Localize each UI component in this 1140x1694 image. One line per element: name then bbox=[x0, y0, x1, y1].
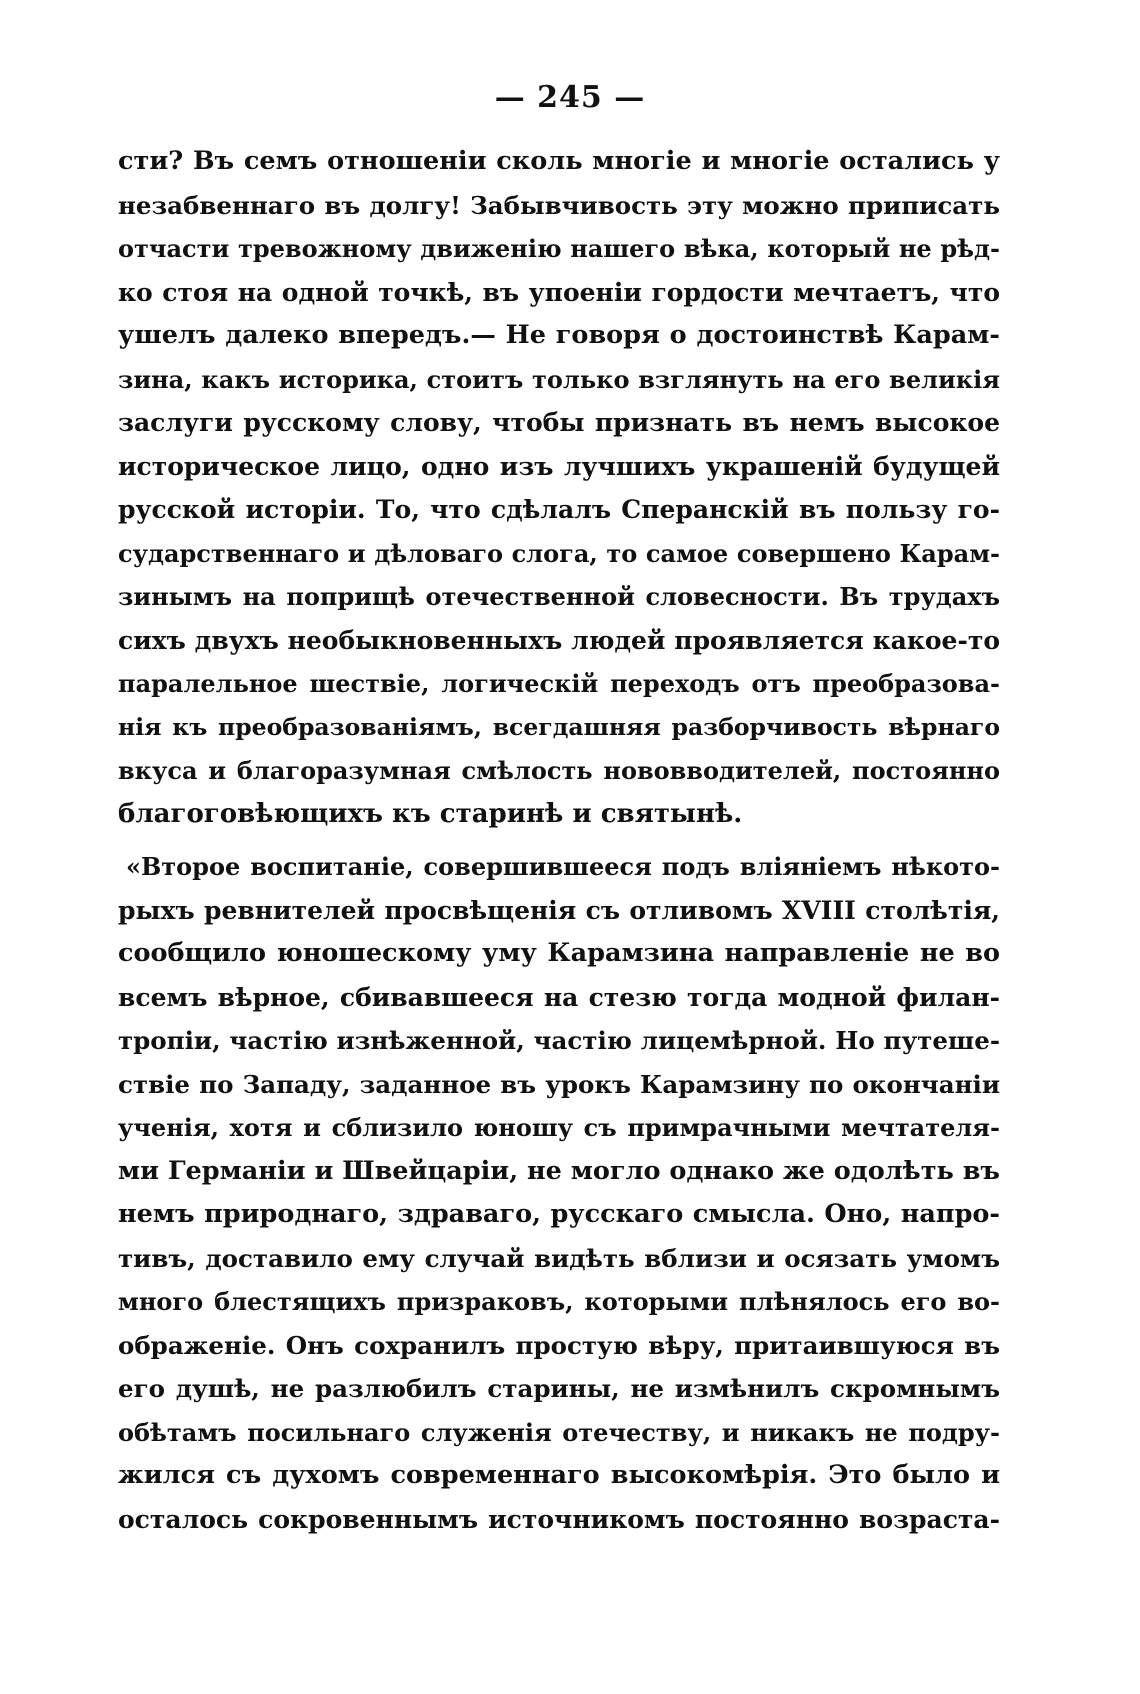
paragraph bbox=[118, 140, 1000, 836]
text-line: благоговѣющихъ къ старинѣ и святынѣ. bbox=[118, 798, 743, 829]
text-line: его душѣ, не разлюбилъ старины, не измѣнилъ скромнымъ bbox=[118, 1374, 1000, 1403]
text-line: отчасти тревожному движенію нашего вѣка, который не рѣд- bbox=[118, 234, 1000, 263]
text-line: рыхъ ревнителей просвѣщенія съ отливомъ XVIII столѣтія, bbox=[118, 895, 1000, 925]
text-line: паралельное шествіе, логическій переходъ отъ преобразова- bbox=[118, 669, 1000, 698]
text-line: сударственнаго и дѣловаго слога, то самое совершено Карам- bbox=[118, 538, 1000, 568]
text-line: ушелъ далеко впередъ.— Не говоря о достоинствѣ Карам- bbox=[118, 320, 1000, 350]
body-text bbox=[118, 140, 1000, 1541]
text-line: сообщило юношескому уму Карамзина направленіе не во bbox=[118, 938, 1000, 968]
text-line: обѣтамъ посильнаго служенія отечеству, и никакъ не подру- bbox=[118, 1417, 1000, 1447]
text-line: осталось сокровеннымъ источникомъ постоянно возраста- bbox=[118, 1504, 1000, 1534]
text-line: ствіе по Западу, заданное въ урокъ Карамзину по окончаніи bbox=[118, 1069, 1000, 1099]
text-line: сти? Въ семъ отношеніи сколь многіе и многіе остались у bbox=[118, 146, 1000, 176]
text-line: ученія, хотя и сблизило юношу съ примрачными мечтателя- bbox=[118, 1113, 1000, 1142]
text-line: вкуса и благоразумная смѣлость нововводителей, постоянно bbox=[118, 756, 1000, 785]
text-line: ми Германіи и Швейцаріи, не могло однако же одолѣть въ bbox=[118, 1155, 1000, 1186]
text-line: ображеніе. Онъ сохранилъ простую вѣру, притаившуюся въ bbox=[118, 1330, 1000, 1360]
text-line: тивъ, доставило ему случай видѣть вблизи и осязать умомъ bbox=[118, 1243, 1000, 1273]
page-number: — 245 — bbox=[494, 80, 646, 115]
text-line: сихъ двухъ необыкновенныхъ людей проявляется какое-то bbox=[118, 625, 1000, 655]
paragraph bbox=[118, 845, 1000, 1541]
text-line: зина, какъ историка, стоитъ только взглянуть на его великія bbox=[118, 364, 1000, 394]
text-line: тропіи, частію изнѣженной, частію лицемѣрной. Но путеше- bbox=[118, 1026, 1000, 1055]
text-line: всемъ вѣрное, сбивавшееся на стезю тогда модной филан- bbox=[118, 982, 1000, 1012]
text-line: нія къ преобразованіямъ, всегдашняя разборчивость вѣрнаго bbox=[118, 712, 1000, 741]
text-line: заслуги русскому слову, чтобы признать въ немъ высокое bbox=[118, 408, 1000, 437]
paragraph-gap bbox=[118, 836, 1000, 845]
text-line: историческое лицо, одно изъ лучшихъ украшеній будущей bbox=[118, 451, 1000, 481]
text-line: русской исторіи. То, что сдѣлалъ Сперанскій въ пользу го- bbox=[118, 495, 1000, 524]
text-line: много блестящихъ призраковъ, которыми плѣнялось его во- bbox=[118, 1287, 1000, 1316]
text-line: незабвеннаго въ долгу! Забывчивость эту можно приписать bbox=[118, 190, 1000, 220]
text-line: «Второе воспитаніе, совершившееся подъ вліяніемъ нѣкото- bbox=[126, 852, 1000, 881]
text-line: ко стоя на одной точкѣ, въ упоеніи гордости мечтаетъ, что bbox=[118, 277, 1000, 307]
text-line: зинымъ на поприщѣ отечественной словесности. Въ трудахъ bbox=[118, 582, 1000, 611]
text-line: жился съ духомъ современнаго высокомѣрія. Это было и bbox=[118, 1460, 1000, 1490]
text-line: немъ природнаго, здраваго, русскаго смысла. Оно, напро- bbox=[118, 1199, 1000, 1229]
